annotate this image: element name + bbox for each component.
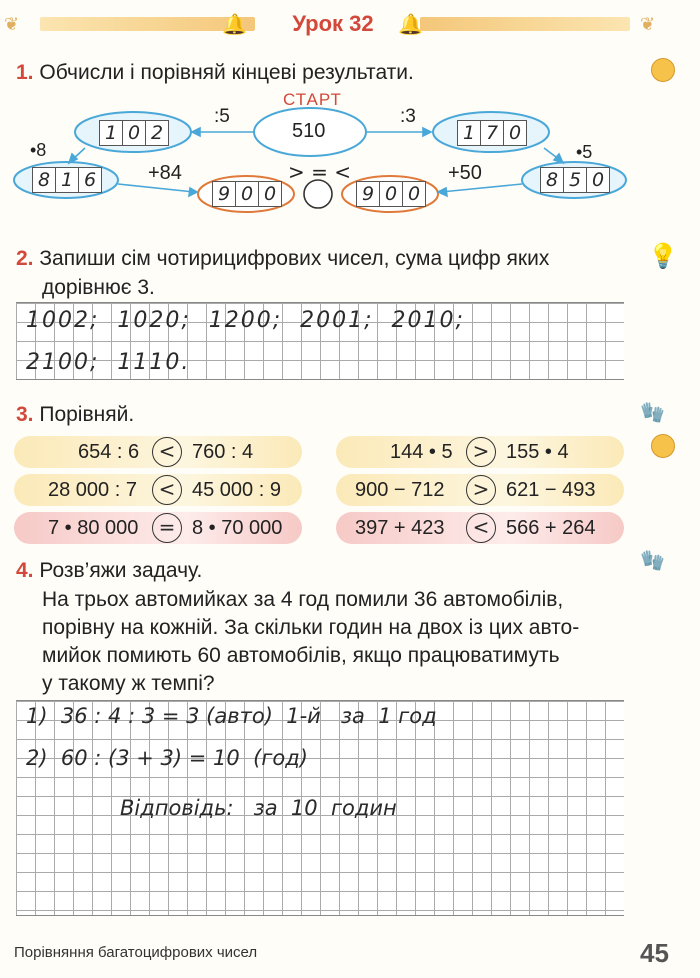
- task-number: 1.: [16, 61, 34, 84]
- digit-cell: 0: [402, 182, 425, 206]
- header-stripe-right: [420, 17, 630, 31]
- solution-line: 2) 60 : (3 + 3) = 10 (год): [26, 746, 308, 770]
- digit-cell: 0: [379, 182, 402, 206]
- task2-answer-line1: 1002; 1020; 1200; 2001; 2010;: [26, 308, 465, 333]
- task-title: Розв’яжи задачу.: [39, 559, 203, 582]
- solution-answer: Відповідь: за 10 годин: [120, 796, 397, 820]
- compare-sign: >: [466, 475, 496, 505]
- smiley-icon: [651, 58, 675, 82]
- digit-cell: 1: [55, 168, 78, 192]
- compare-right-expr: 8 • 70 000: [192, 517, 283, 539]
- problem-line: порівну на кожній. За скільки годин на двох із цих авто-: [42, 616, 580, 639]
- digit-cell: 7: [480, 121, 503, 145]
- compare-right-expr: 760 : 4: [192, 441, 254, 463]
- digit-cell: 1: [99, 121, 122, 145]
- compare-signs: > = <: [288, 160, 351, 184]
- smiley-icon: [651, 434, 675, 458]
- task2-heading: [16, 244, 636, 302]
- digit-cell: 1: [457, 121, 480, 145]
- op-mul5: •5: [576, 142, 593, 162]
- task-text: Обчисли і порівняй кінцеві результати.: [39, 61, 414, 84]
- digit-cell: 9: [212, 182, 235, 206]
- bell-icon: 🔔: [398, 14, 423, 36]
- digit-cell: 8: [32, 168, 55, 192]
- op-div5: :5: [214, 106, 230, 127]
- right-result-cells: [457, 120, 527, 146]
- digit-cell: 0: [122, 121, 145, 145]
- compare-sign: =: [152, 513, 182, 543]
- mittens-icon: 🧤: [640, 402, 665, 424]
- footer-topic: Порівняння багатоцифрових чисел: [14, 944, 258, 961]
- left-final-cells: [212, 181, 282, 207]
- task3-heading: [16, 400, 134, 429]
- op-mul8: •8: [30, 140, 47, 160]
- op-div3: :3: [400, 106, 416, 127]
- task-text: дорівнює 3.: [42, 276, 155, 299]
- solution-line: 1) 36 : 4 : 3 = 3 (авто) 1-й за 1 год: [26, 704, 437, 728]
- compare-right-expr: 621 − 493: [506, 479, 596, 501]
- task4-problem-text: [42, 586, 642, 698]
- digit-cell: 0: [503, 121, 526, 145]
- problem-line: мийок помиють 60 автомобілів, якщо працюватимуть: [42, 644, 560, 667]
- start-value: 510: [292, 120, 326, 142]
- compare-right-expr: 155 • 4: [506, 441, 569, 463]
- task-number: 3.: [16, 403, 34, 426]
- compare-sign: <: [152, 437, 182, 467]
- digit-cell: 0: [258, 182, 281, 206]
- page-title: Урок 32: [292, 11, 374, 36]
- task2-answer-line2: 2100; 1110.: [26, 350, 191, 375]
- task-text: Запиши сім чотирицифрових чисел, сума цифр яких: [39, 247, 550, 270]
- digit-cell: 2: [145, 121, 168, 145]
- compare-left-expr: 900 − 712: [355, 479, 445, 501]
- compare-right-expr: 45 000 : 9: [192, 479, 281, 501]
- task1-heading: [16, 58, 414, 87]
- corner-ornament-icon: ❦: [4, 14, 20, 34]
- bell-icon: 🔔: [222, 14, 247, 36]
- compare-circle: [304, 180, 332, 208]
- digit-cell: 9: [356, 182, 379, 206]
- compare-left-expr: 397 + 423: [355, 517, 445, 539]
- right-final-cells: [356, 181, 426, 207]
- op-add50: +50: [448, 162, 482, 184]
- task-number: 2.: [16, 247, 34, 270]
- compare-sign: >: [466, 437, 496, 467]
- op-add84: +84: [148, 162, 182, 184]
- digit-cell: 8: [540, 168, 563, 192]
- compare-left-expr: 144 • 5: [390, 441, 453, 463]
- digit-cell: 6: [78, 168, 101, 192]
- compare-right-expr: 566 + 264: [506, 517, 596, 539]
- right-product-cells: [540, 167, 610, 193]
- task-text: Порівняй.: [39, 403, 135, 426]
- header-band: [0, 12, 700, 38]
- page-number: 45: [640, 938, 669, 968]
- compare-left-expr: 654 : 6: [78, 441, 140, 463]
- start-label: СТАРТ: [283, 90, 342, 109]
- digit-cell: 0: [586, 168, 609, 192]
- digit-cell: 5: [563, 168, 586, 192]
- corner-ornament-icon: ❦: [640, 14, 656, 34]
- lightbulb-icon: 💡: [648, 243, 678, 270]
- task-number: 4.: [16, 559, 34, 582]
- left-product-cells: [32, 167, 102, 193]
- compare-sign: <: [466, 513, 496, 543]
- compare-left-expr: 7 • 80 000: [48, 517, 139, 539]
- compare-left-expr: 28 000 : 7: [48, 479, 137, 501]
- compare-sign: <: [152, 475, 182, 505]
- problem-line: На трьох автомийках за 4 год помили 36 автомобілів,: [42, 588, 564, 611]
- digit-cell: 0: [235, 182, 258, 206]
- problem-line: у такому ж темпі?: [42, 672, 215, 695]
- left-result-cells: [99, 120, 169, 146]
- mittens-icon: 🧤: [640, 550, 665, 572]
- task4-heading: [16, 556, 202, 585]
